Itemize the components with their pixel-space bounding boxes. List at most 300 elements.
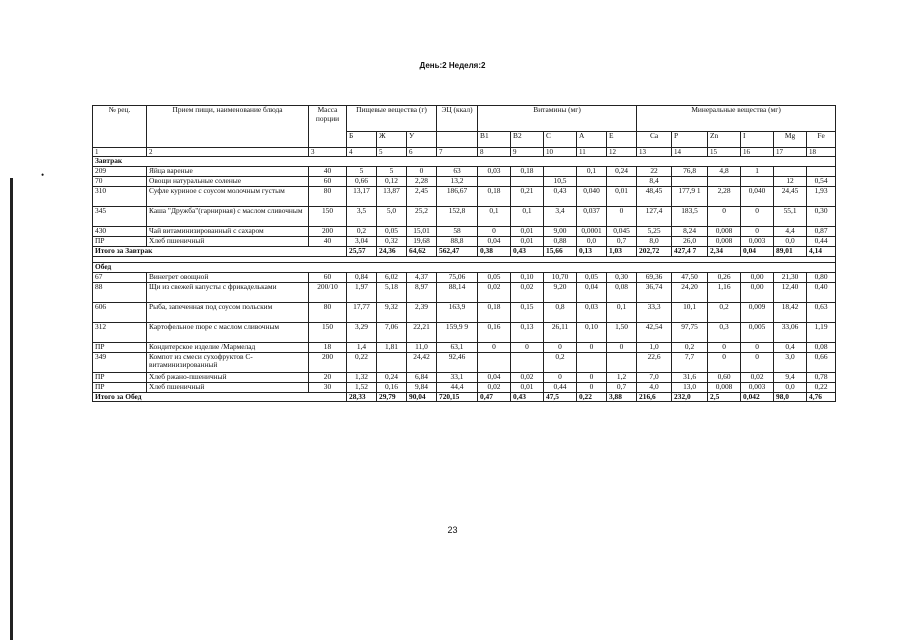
value-cell: 0,30 [807, 207, 836, 227]
dish-name-cell: Суфле куриное с соусом молочным густым [147, 187, 309, 207]
recipe-number-cell: ПР [93, 372, 147, 382]
column-number-cell: 18 [807, 148, 836, 157]
value-cell: 0 [741, 342, 774, 352]
column-number-row [93, 148, 836, 157]
lunch-rows [93, 272, 836, 392]
value-cell: 150 [309, 207, 347, 227]
value-cell: 0,04 [478, 372, 511, 382]
value-cell: 21,30 [774, 272, 807, 282]
value-cell: 6,84 [407, 372, 437, 382]
value-cell: 0,2 [708, 302, 741, 322]
dish-name-cell: Яйца вареные [147, 167, 309, 177]
total-label: Итого за Обед [93, 392, 347, 402]
table-row [93, 187, 836, 207]
value-cell [377, 352, 407, 372]
header-energy: ЭЦ (ккал) [437, 106, 478, 132]
value-cell: 0,008 [708, 382, 741, 392]
subheader-cell: Е [607, 132, 637, 148]
value-cell: 0 [544, 372, 577, 382]
value-cell: 13,2 [437, 177, 478, 187]
value-cell: 0,05 [377, 227, 407, 237]
value-cell: 0,037 [577, 207, 607, 227]
header-rec-no: № рец. [93, 106, 147, 148]
value-cell [607, 352, 637, 372]
value-cell: 0,03 [478, 167, 511, 177]
value-cell: 0 [741, 227, 774, 237]
value-cell: 0,40 [807, 282, 836, 302]
table-row [93, 282, 836, 302]
table-row [93, 352, 836, 372]
value-cell: 36,74 [637, 282, 672, 302]
total-cell: 0,04 [741, 247, 774, 257]
value-cell: 0,045 [607, 227, 637, 237]
table-row [93, 207, 836, 227]
column-number-cell: 5 [377, 148, 407, 157]
value-cell [478, 352, 511, 372]
recipe-number-cell: 67 [93, 272, 147, 282]
value-cell: 0,02 [511, 372, 544, 382]
value-cell: 0,43 [544, 187, 577, 207]
value-cell: 127,4 [637, 207, 672, 227]
value-cell: 17,77 [347, 302, 377, 322]
total-cell: 0,22 [577, 392, 607, 402]
breakfast-rows [93, 167, 836, 247]
value-cell: 12 [774, 177, 807, 187]
value-cell: 4,0 [637, 382, 672, 392]
column-number-cell: 8 [478, 148, 511, 157]
value-cell: 0 [577, 382, 607, 392]
value-cell: 200 [309, 352, 347, 372]
table-row [93, 372, 836, 382]
value-cell: 5 [347, 167, 377, 177]
subheader-cell: Fe [807, 132, 836, 148]
column-number-cell: 4 [347, 148, 377, 157]
subheader-cell: У [407, 132, 437, 148]
value-cell: 0 [708, 352, 741, 372]
table-row [93, 177, 836, 187]
total-cell: 0,38 [478, 247, 511, 257]
value-cell: 0 [607, 207, 637, 227]
value-cell: 0,05 [577, 272, 607, 282]
value-cell: 0,12 [377, 177, 407, 187]
value-cell: 1,32 [347, 372, 377, 382]
header-portion: Масса порции [309, 106, 347, 148]
value-cell [708, 177, 741, 187]
value-cell: 8,4 [637, 177, 672, 187]
value-cell: 22,6 [637, 352, 672, 372]
dish-name-cell: Щи из свежей капусты с фрикадельками [147, 282, 309, 302]
value-cell: 0 [478, 227, 511, 237]
value-cell: 0,8 [544, 302, 577, 322]
recipe-number-cell: 70 [93, 177, 147, 187]
value-cell: 0,0001 [577, 227, 607, 237]
value-cell: 163,9 [437, 302, 478, 322]
dish-name-cell: Кондитерское изделие /Мармелад [147, 342, 309, 352]
table-row [93, 342, 836, 352]
column-number-cell: 1 [93, 148, 147, 157]
value-cell: 97,75 [672, 322, 708, 342]
value-cell: 1,16 [708, 282, 741, 302]
value-cell: 1,2 [607, 372, 637, 382]
value-cell [577, 177, 607, 187]
value-cell: 0 [607, 342, 637, 352]
value-cell: 9,32 [377, 302, 407, 322]
total-cell: 1,03 [607, 247, 637, 257]
value-cell [774, 167, 807, 177]
value-cell: 150 [309, 322, 347, 342]
value-cell: 9,84 [407, 382, 437, 392]
value-cell: 3,5 [347, 207, 377, 227]
value-cell: 8,0 [637, 237, 672, 247]
breakfast-total-row [93, 247, 836, 257]
value-cell: 0,0 [774, 237, 807, 247]
value-cell: 33,06 [774, 322, 807, 342]
value-cell: 88,14 [437, 282, 478, 302]
value-cell: 2,28 [708, 187, 741, 207]
value-cell: 0 [708, 207, 741, 227]
recipe-number-cell: 345 [93, 207, 147, 227]
table-row [93, 302, 836, 322]
recipe-number-cell: 209 [93, 167, 147, 177]
total-cell: 0,042 [741, 392, 774, 402]
value-cell: 0,54 [807, 177, 836, 187]
total-cell: 24,36 [377, 247, 407, 257]
total-cell: 2,5 [708, 392, 741, 402]
dish-name-cell: Хлеб пшеничный [147, 237, 309, 247]
value-cell: 1 [741, 167, 774, 177]
value-cell: 0,2 [347, 227, 377, 237]
value-cell: 0,0 [774, 382, 807, 392]
value-cell: 1,4 [347, 342, 377, 352]
value-cell: 40 [309, 167, 347, 177]
page-title: День:2 Неделя:2 [419, 61, 486, 70]
value-cell: 75,06 [437, 272, 478, 282]
total-cell: 47,5 [544, 392, 577, 402]
total-cell: 28,33 [347, 392, 377, 402]
recipe-number-cell: ПР [93, 342, 147, 352]
value-cell: 0,87 [807, 227, 836, 237]
total-cell: 29,79 [377, 392, 407, 402]
value-cell: 8,24 [672, 227, 708, 237]
value-cell: 10,70 [544, 272, 577, 282]
value-cell: 0,00 [741, 272, 774, 282]
value-cell: 0,2 [672, 342, 708, 352]
value-cell: 13,87 [377, 187, 407, 207]
value-cell: 11,0 [407, 342, 437, 352]
value-cell: 80 [309, 187, 347, 207]
dish-name-cell: Каша "Дружба"(гарнирная) с маслом сливочным [147, 207, 309, 227]
value-cell: 183,5 [672, 207, 708, 227]
value-cell: 80 [309, 302, 347, 322]
value-cell: 0 [478, 342, 511, 352]
value-cell: 0,02 [511, 282, 544, 302]
total-cell: 0,43 [511, 392, 544, 402]
value-cell: 2,45 [407, 187, 437, 207]
subheader-cell: Mg [774, 132, 807, 148]
subheader-cell: Са [637, 132, 672, 148]
section-title: Завтрак [93, 157, 836, 167]
total-cell: 98,0 [774, 392, 807, 402]
table-header-row [93, 106, 836, 132]
value-cell: 0 [708, 342, 741, 352]
dish-name-cell: Хлеб пшеничный [147, 382, 309, 392]
value-cell: 0,44 [544, 382, 577, 392]
value-cell: 1,81 [377, 342, 407, 352]
value-cell: 0,08 [807, 342, 836, 352]
value-cell: 0,1 [577, 167, 607, 177]
lunch-total-row [93, 392, 836, 402]
value-cell: 0,26 [708, 272, 741, 282]
dish-name-cell: Винегрет овощной [147, 272, 309, 282]
value-cell: 1,93 [807, 187, 836, 207]
total-cell: 4,14 [807, 247, 836, 257]
value-cell: 13,0 [672, 382, 708, 392]
subheader-cell: Zn [708, 132, 741, 148]
subheader-blank [437, 132, 478, 148]
value-cell: 0,01 [607, 187, 637, 207]
value-cell [607, 177, 637, 187]
value-cell: 0,00 [741, 282, 774, 302]
column-number-cell: 9 [511, 148, 544, 157]
recipe-number-cell: ПР [93, 237, 147, 247]
total-cell: 202,72 [637, 247, 672, 257]
total-cell: 0,43 [511, 247, 544, 257]
value-cell: 7,0 [637, 372, 672, 382]
column-number-cell: 10 [544, 148, 577, 157]
value-cell: 0,78 [807, 372, 836, 382]
value-cell: 0,32 [377, 237, 407, 247]
value-cell [478, 177, 511, 187]
value-cell: 5,0 [377, 207, 407, 227]
total-cell: 0,47 [478, 392, 511, 402]
value-cell: 0,040 [741, 187, 774, 207]
value-cell: 15,01 [407, 227, 437, 237]
dish-name-cell: Овощи натуральные соленые [147, 177, 309, 187]
table-row [93, 237, 836, 247]
recipe-number-cell: 606 [93, 302, 147, 322]
value-cell: 63,1 [437, 342, 478, 352]
value-cell: 26,11 [544, 322, 577, 342]
value-cell: 0,040 [577, 187, 607, 207]
value-cell: 10,5 [544, 177, 577, 187]
value-cell: 60 [309, 177, 347, 187]
value-cell: 1,19 [807, 322, 836, 342]
table-row [93, 322, 836, 342]
value-cell: 0,24 [377, 372, 407, 382]
value-cell: 12,40 [774, 282, 807, 302]
value-cell: 0,7 [607, 382, 637, 392]
value-cell: 0 [577, 372, 607, 382]
table-row [93, 272, 836, 282]
value-cell: 1,52 [347, 382, 377, 392]
value-cell: 2,28 [407, 177, 437, 187]
value-cell: 88,8 [437, 237, 478, 247]
subheader-cell: I [741, 132, 774, 148]
value-cell: 3,29 [347, 322, 377, 342]
recipe-number-cell: 312 [93, 322, 147, 342]
header-vitamins: Витамины (мг) [478, 106, 637, 132]
value-cell: 7,7 [672, 352, 708, 372]
value-cell: 26,0 [672, 237, 708, 247]
value-cell: 48,45 [637, 187, 672, 207]
value-cell: 0 [407, 167, 437, 177]
value-cell: 0 [544, 342, 577, 352]
value-cell: 0,15 [511, 302, 544, 322]
column-number-cell: 11 [577, 148, 607, 157]
value-cell: 1,97 [347, 282, 377, 302]
value-cell: 0,1 [511, 207, 544, 227]
value-cell: 0,02 [478, 382, 511, 392]
total-cell: 3,88 [607, 392, 637, 402]
total-cell: 720,15 [437, 392, 478, 402]
value-cell: 0,7 [607, 237, 637, 247]
dish-name-cell: Хлеб ржано-пшеничный [147, 372, 309, 382]
value-cell: 24,20 [672, 282, 708, 302]
value-cell: 0,01 [511, 237, 544, 247]
table-row [93, 167, 836, 177]
value-cell: 10,1 [672, 302, 708, 322]
value-cell: 20 [309, 372, 347, 382]
total-cell: 2,34 [708, 247, 741, 257]
value-cell [672, 177, 708, 187]
subheader-cell: Ж [377, 132, 407, 148]
value-cell: 9,00 [544, 227, 577, 237]
value-cell: 92,46 [437, 352, 478, 372]
value-cell: 5 [377, 167, 407, 177]
value-cell: 58 [437, 227, 478, 237]
value-cell: 69,36 [637, 272, 672, 282]
total-cell: 216,6 [637, 392, 672, 402]
value-cell: 200/10 [309, 282, 347, 302]
value-cell: 0,2 [544, 352, 577, 372]
value-cell: 0 [511, 342, 544, 352]
value-cell: 0,88 [544, 237, 577, 247]
value-cell: 152,8 [437, 207, 478, 227]
total-label: Итого за Завтрак [93, 247, 347, 257]
value-cell [511, 352, 544, 372]
value-cell: 177,9 1 [672, 187, 708, 207]
value-cell: 0,02 [741, 372, 774, 382]
total-cell: 25,57 [347, 247, 377, 257]
value-cell: 0,22 [347, 352, 377, 372]
recipe-number-cell: 430 [93, 227, 147, 237]
value-cell: 0,003 [741, 237, 774, 247]
value-cell: 9,4 [774, 372, 807, 382]
column-number-cell: 15 [708, 148, 741, 157]
total-cell: 0,13 [577, 247, 607, 257]
value-cell: 0,60 [708, 372, 741, 382]
value-cell: 0,05 [478, 272, 511, 282]
dish-name-cell: Рыба, запеченная под соусом польским [147, 302, 309, 322]
column-number-cell: 2 [147, 148, 309, 157]
value-cell [741, 177, 774, 187]
value-cell: 18 [309, 342, 347, 352]
value-cell: 3,04 [347, 237, 377, 247]
total-cell: 89,01 [774, 247, 807, 257]
page-number: 23 [447, 525, 458, 535]
value-cell: 186,67 [437, 187, 478, 207]
value-cell: 0,13 [511, 322, 544, 342]
value-cell: 8,97 [407, 282, 437, 302]
value-cell: 0,16 [377, 382, 407, 392]
recipe-number-cell: 88 [93, 282, 147, 302]
value-cell: 0,003 [741, 382, 774, 392]
value-cell: 2,39 [407, 302, 437, 322]
column-number-cell: 3 [309, 148, 347, 157]
value-cell: 0,30 [607, 272, 637, 282]
value-cell: 40 [309, 237, 347, 247]
section-lunch [93, 262, 836, 272]
value-cell: 0,01 [511, 382, 544, 392]
subheader-cell: В1 [478, 132, 511, 148]
value-cell: 55,1 [774, 207, 807, 227]
section-breakfast [93, 157, 836, 167]
value-cell: 42,54 [637, 322, 672, 342]
column-number-cell: 16 [741, 148, 774, 157]
value-cell: 0,3 [708, 322, 741, 342]
value-cell: 0 [741, 207, 774, 227]
dish-name-cell: Картофельное пюре с маслом сливочным [147, 322, 309, 342]
total-cell: 562,47 [437, 247, 478, 257]
value-cell: 5,25 [637, 227, 672, 237]
table-row [93, 382, 836, 392]
value-cell: 159,9 9 [437, 322, 478, 342]
section-title: Обед [93, 262, 836, 272]
value-cell: 76,8 [672, 167, 708, 177]
value-cell: 0,10 [511, 272, 544, 282]
value-cell: 60 [309, 272, 347, 282]
total-cell: 4,76 [807, 392, 836, 402]
value-cell: 30 [309, 382, 347, 392]
value-cell: 0,0 [577, 237, 607, 247]
value-cell: 0,22 [807, 382, 836, 392]
value-cell: 0,63 [807, 302, 836, 322]
value-cell: 0,66 [347, 177, 377, 187]
total-cell: 15,66 [544, 247, 577, 257]
recipe-number-cell: ПР [93, 382, 147, 392]
value-cell: 0,18 [478, 187, 511, 207]
subheader-cell: С [544, 132, 577, 148]
column-number-cell: 14 [672, 148, 708, 157]
subheader-cell: Р [672, 132, 708, 148]
value-cell: 0,1 [607, 302, 637, 322]
value-cell: 5,18 [377, 282, 407, 302]
scan-mark: • [41, 170, 45, 180]
recipe-number-cell: 349 [93, 352, 147, 372]
value-cell: 0,16 [478, 322, 511, 342]
value-cell: 0,21 [511, 187, 544, 207]
subheader-cell: А [577, 132, 607, 148]
total-cell: 427,4 7 [672, 247, 708, 257]
value-cell: 4,8 [708, 167, 741, 177]
value-cell: 0,84 [347, 272, 377, 282]
value-cell: 3,4 [544, 207, 577, 227]
value-cell: 0,04 [478, 237, 511, 247]
value-cell: 0,01 [511, 227, 544, 237]
value-cell: 0,18 [511, 167, 544, 177]
value-cell: 0,08 [607, 282, 637, 302]
value-cell: 0,03 [577, 302, 607, 322]
header-minerals: Минеральные вещества (мг) [637, 106, 836, 132]
dish-name-cell: Чай витаминизированный с сахаром [147, 227, 309, 237]
header-meal-name: Прием пищи, наименование блюда [147, 106, 309, 148]
dish-name-cell: Компот из смеси сухофруктов С- витаминизированный [147, 352, 309, 372]
value-cell: 0,80 [807, 272, 836, 282]
column-number-cell: 13 [637, 148, 672, 157]
value-cell: 0 [741, 352, 774, 372]
value-cell: 3,0 [774, 352, 807, 372]
value-cell: 0,18 [478, 302, 511, 322]
